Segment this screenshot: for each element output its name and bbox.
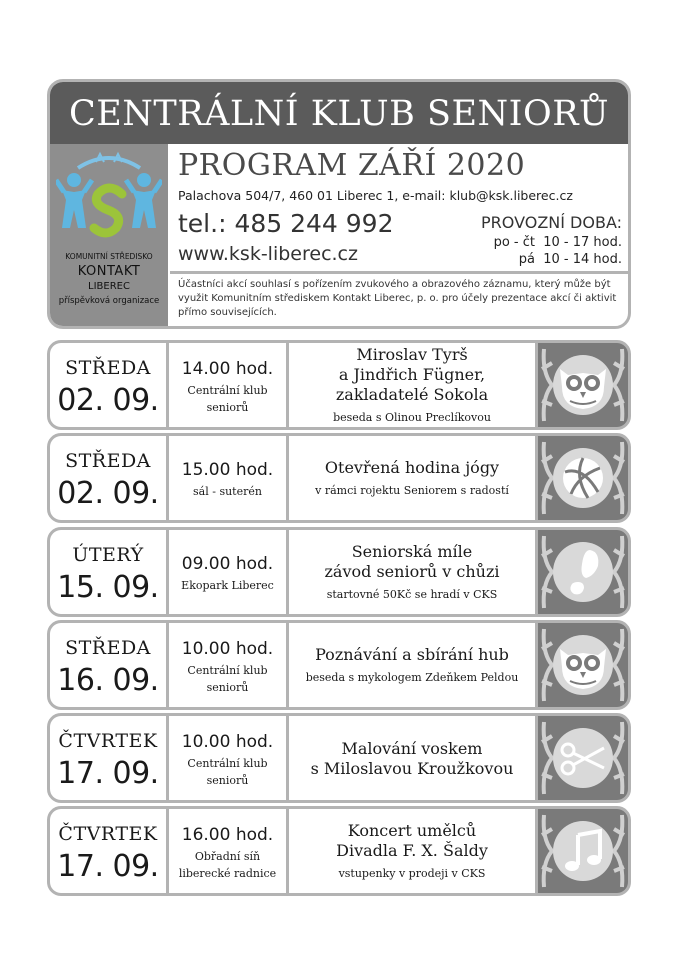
event-subtitle: startovné 50Kč se hradí v CKS: [326, 588, 498, 601]
event-subtitle: vstupenky v prodeji v CKS: [338, 867, 486, 880]
music-note-icon: [538, 809, 628, 893]
owl-icon: [538, 623, 628, 707]
event-place: Obřadní síň: [194, 850, 261, 863]
event-description-cell: [289, 436, 535, 520]
event-date: 02. 09.: [57, 383, 159, 418]
event-day-cell: [50, 343, 166, 427]
address: Palachova 504/7, 460 01 Liberec 1, e-mail: klub@ksk.liberec.cz: [178, 188, 573, 203]
event-time: 16.00 hod.: [181, 825, 274, 845]
event-title: zakladatelé Sokola: [335, 385, 489, 404]
event-time-cell: [169, 809, 286, 893]
event-title: Seniorská míle: [351, 542, 473, 561]
event-row: [47, 806, 631, 896]
opening-hours-2: pá 10 - 14 hod.: [518, 252, 622, 267]
event-place: seniorů: [206, 774, 249, 787]
logo-text-4: příspěvková organizace: [58, 296, 160, 306]
event-title: Koncert umělců: [347, 821, 477, 840]
event-time: 14.00 hod.: [181, 359, 274, 379]
event-row: [47, 620, 631, 710]
logo: [50, 144, 168, 329]
event-description-cell: [289, 623, 535, 707]
program-title: PROGRAM ZÁŘÍ 2020: [178, 148, 526, 183]
event-place: Centrální klub: [187, 384, 268, 397]
event-row: [47, 527, 631, 617]
event-date: 17. 09.: [57, 756, 159, 791]
event-place: seniorů: [206, 681, 249, 694]
event-weekday: ČTVRTEK: [58, 823, 158, 845]
logo-text-1: KOMUNITNÍ STŘEDISKO: [65, 252, 153, 261]
event-icon-cell: [538, 436, 628, 520]
event-weekday: ČTVRTEK: [58, 730, 158, 752]
logo-text-3: LIBEREC: [88, 281, 130, 292]
event-title: závod seniorů v chůzi: [324, 562, 500, 581]
event-description-cell: [289, 343, 535, 427]
opening-hours-title: PROVOZNÍ DOBA:: [480, 213, 622, 232]
event-place: liberecké radnice: [178, 867, 277, 880]
scissors-icon: [538, 716, 628, 800]
event-row: [47, 433, 631, 523]
header-box: [47, 79, 631, 329]
kontakt-logo-icon: [56, 150, 162, 250]
event-time-cell: [169, 343, 286, 427]
ball-icon: [538, 436, 628, 520]
event-time: 10.00 hod.: [181, 639, 274, 659]
event-title: Divadla F. X. Šaldy: [336, 841, 488, 860]
event-day-cell: [50, 623, 166, 707]
event-title: Miroslav Tyrš: [356, 345, 468, 364]
event-time: 10.00 hod.: [181, 732, 274, 752]
event-icon-cell: [538, 530, 628, 614]
event-place: sál - suterén: [193, 485, 262, 498]
website-link[interactable]: www.ksk-liberec.cz: [178, 243, 358, 265]
event-subtitle: beseda s mykologem Zdeňkem Peldou: [305, 671, 519, 684]
opening-hours-1: po - čt 10 - 17 hod.: [493, 235, 622, 250]
contact-info: [170, 146, 628, 270]
event-date: 16. 09.: [57, 663, 159, 698]
event-description-cell: [289, 809, 535, 893]
page-title: CENTRÁLNÍ KLUB SENIORŮ: [50, 82, 628, 144]
consent-notice: Účastníci akcí souhlasí s pořízením zvukového a obrazového záznamu, který může být využit Komunitním střediskem Kontakt Liberec, p. o. pro účely prezentace akcí či aktivit přímo souvisejících.: [178, 279, 617, 318]
event-time: 15.00 hod.: [181, 460, 274, 480]
event-title: a Jindřich Fügner,: [338, 365, 486, 384]
event-date: 15. 09.: [57, 570, 159, 605]
event-subtitle: beseda s Olinou Preclíkovou: [333, 411, 491, 424]
event-weekday: STŘEDA: [65, 357, 151, 379]
event-place: Centrální klub: [187, 664, 268, 677]
event-time-cell: [169, 436, 286, 520]
event-title: Otevřená hodina jógy: [324, 458, 500, 477]
event-subtitle: v rámci rojektu Seniorem s radostí: [315, 484, 509, 497]
event-date: 17. 09.: [57, 849, 159, 884]
event-weekday: STŘEDA: [65, 637, 151, 659]
event-weekday: STŘEDA: [65, 450, 151, 472]
event-icon-cell: [538, 809, 628, 893]
event-date: 02. 09.: [57, 476, 159, 511]
event-time-cell: [169, 716, 286, 800]
footprint-icon: [538, 530, 628, 614]
owl-icon: [538, 343, 628, 427]
event-icon-cell: [538, 716, 628, 800]
event-time-cell: [169, 623, 286, 707]
event-time: 09.00 hod.: [181, 554, 274, 574]
event-place: Ekopark Liberec: [181, 579, 274, 592]
event-title: s Miloslavou Kroužkovou: [310, 759, 514, 778]
event-title: Malování voskem: [341, 739, 483, 758]
event-title: Poznávání a sbírání hub: [315, 645, 509, 664]
event-icon-cell: [538, 343, 628, 427]
event-row: [47, 340, 631, 430]
event-weekday: ÚTERÝ: [72, 544, 144, 566]
event-description-cell: [289, 716, 535, 800]
event-day-cell: [50, 530, 166, 614]
event-time-cell: [169, 530, 286, 614]
logo-text-2: KONTAKT: [77, 264, 141, 279]
event-description-cell: [289, 530, 535, 614]
event-day-cell: [50, 436, 166, 520]
event-day-cell: [50, 809, 166, 893]
phone: tel.: 485 244 992: [178, 209, 394, 238]
divider: [170, 271, 628, 274]
event-icon-cell: [538, 623, 628, 707]
event-place: Centrální klub: [187, 757, 268, 770]
event-day-cell: [50, 716, 166, 800]
event-row: [47, 713, 631, 803]
event-place: seniorů: [206, 401, 249, 414]
